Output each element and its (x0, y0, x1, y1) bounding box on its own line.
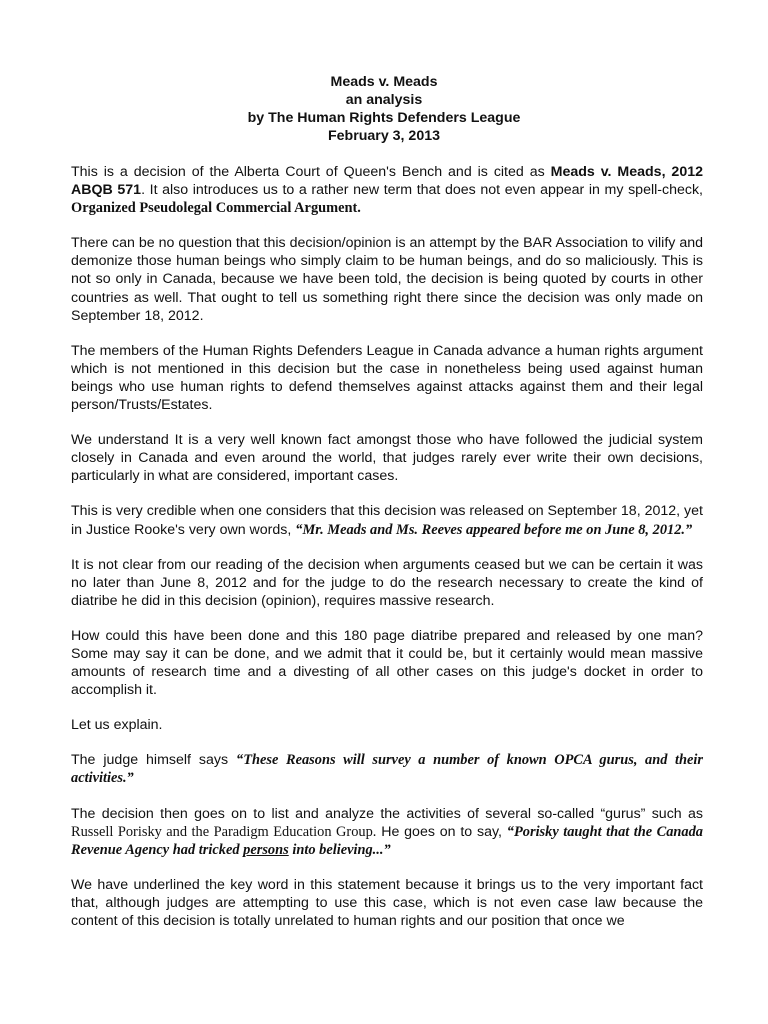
paragraph-10-text: The decision then goes on to list and analyze the activities of several so-called “gurus” such as (71, 805, 703, 822)
document-body (71, 163, 703, 947)
paragraph-7: How could this have been done and this 180 page diatribe prepared and released by one man? Some may say it can be done, and we admit that it could be, but it certainly would mean massive amounts of research time and a divesting of all other cases on this judge's docket in order to accomplish it. (71, 627, 703, 699)
paragraph-1 (71, 163, 703, 217)
porisky-group-name: Russell Porisky and the Paradigm Education Group. (71, 823, 377, 840)
paragraph-1-text: This is a decision of the Alberta Court of Queen's Bench and is cited as (71, 164, 551, 180)
quote-porisky-start: “Porisky taught that the Canada Revenue Agency had tricked (71, 823, 703, 858)
paragraph-9-text: The judge himself says (71, 752, 237, 769)
document-title-block (0, 73, 768, 145)
paragraph-3: The members of the Human Rights Defenders League in Canada advance a human rights argument which is not mentioned in this decision but the case in nonetheless being used against human beings who use human rights to defend themselves against attacks against them and their legal person/Trusts/Estates. (71, 342, 703, 414)
quote-porisky-end: into believing...” (288, 841, 391, 858)
title-line-2: an analysis (345, 92, 423, 108)
paragraph-1-text-cont: . It also introduces us to a rather new term that does not even appear in my spell-check, (141, 182, 703, 199)
underlined-word-persons: persons (243, 841, 289, 858)
paragraph-2: There can be no question that this decision/opinion is an attempt by the BAR Association to vilify and demonize those human beings who simply claim to be human beings, and do so maliciously. This is not so only in Canada, because we have been told, the decision is being quoted by courts in other countries as well. That ought to tell us something right there since the decision was only made on September 18, 2012. (71, 235, 703, 324)
paragraph-10-text-cont: He goes on to say, (376, 823, 507, 840)
title-line-4: February 3, 2013 (328, 128, 440, 144)
title-line-1: Meads v. Meads (330, 74, 438, 90)
paragraph-11: We have underlined the key word in this statement because it brings us to the very important fact that, although judges are attempting to use this case, which is not even case law because the content of this decision is totally unrelated to human rights and our position that once we (71, 876, 703, 929)
paragraph-10 (71, 805, 703, 859)
opca-term: Organized Pseudolegal Commercial Argument. (71, 200, 361, 217)
paragraph-9 (71, 751, 703, 787)
case-citation: Meads v. Meads, 2012 ABQB 571 (71, 164, 703, 199)
quote-opca-gurus: “These Reasons will survey a number of known OPCA gurus, and their activities.” (71, 752, 703, 787)
paragraph-4: We understand It is a very well known fact amongst those who have followed the judicial system closely in Canada and even around the world, that judges rarely ever write their own decisions, particularly in what are considered, important cases. (71, 432, 703, 485)
paragraph-8: Let us explain. (71, 717, 163, 734)
paragraph-6: It is not clear from our reading of the decision when arguments ceased but we can be certain it was no later than June 8, 2012 and for the judge to do the research necessary to create the kind of diatribe he did in this decision (opinion), requires massive research. (71, 556, 703, 609)
paragraph-5 (71, 502, 703, 538)
quote-appeared-before-me: “Mr. Meads and Ms. Reeves appeared before me on June 8, 2012.” (295, 521, 693, 538)
paragraph-5-text: This is very credible when one considers that this decision was released on September 18, 2012, yet in Justice Rooke's very own words, (71, 503, 703, 538)
title-line-3: by The Human Rights Defenders League (247, 110, 521, 126)
